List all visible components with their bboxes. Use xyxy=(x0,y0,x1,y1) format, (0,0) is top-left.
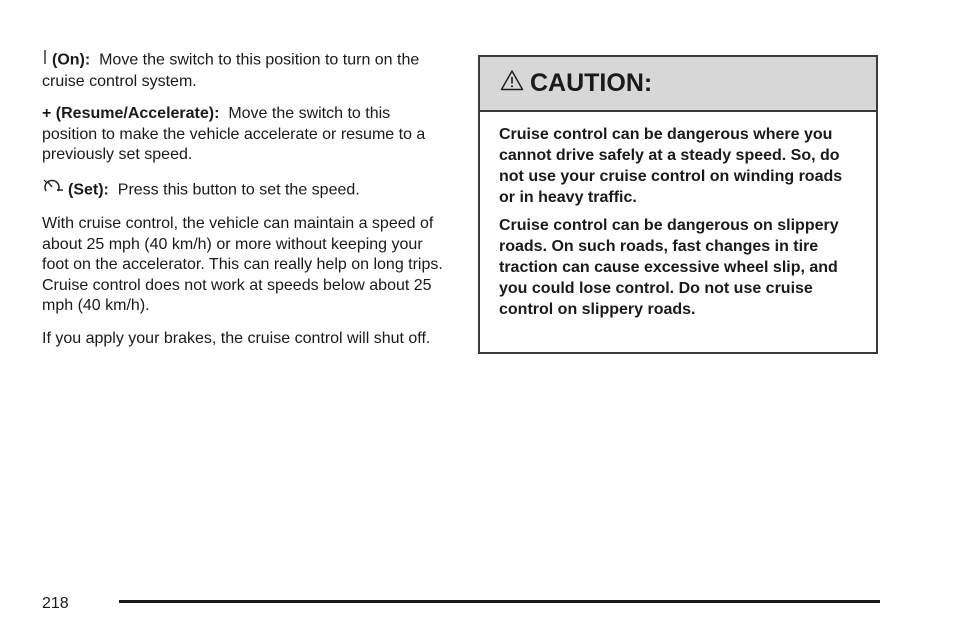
caution-paragraph-1: Cruise control can be dangerous where you cannot drive safely at a steady speed. So, do not use your cruise control on winding roads or in heavy traffic. xyxy=(499,126,843,206)
on-bar-icon xyxy=(42,49,48,72)
on-label: (On): xyxy=(52,51,91,69)
resume-text: Move the switch to this position to make the vehicle accelerate or resume to a previously set speed. xyxy=(42,105,426,163)
footer-rule xyxy=(119,600,880,603)
set-text: Press this button to set the speed. xyxy=(117,180,360,198)
on-text: Move the switch to this position to turn on the cruise control system. xyxy=(42,51,420,90)
left-column xyxy=(42,49,447,361)
warning-triangle-icon xyxy=(500,69,524,98)
cruise-set-icon xyxy=(42,178,64,203)
brakes-paragraph: If you apply your brakes, the cruise control will shut off. xyxy=(42,329,431,347)
resume-paragraph xyxy=(42,104,447,166)
cruise-info-paragraph: With cruise control, the vehicle can maintain a speed of about 25 mph (40 km/h) or more without keeping your foot on the accelerator. This can really help on long trips. Cruise control does not work at speeds below about 25 mph (40 km/h). xyxy=(42,215,443,314)
caution-body xyxy=(480,112,876,320)
caution-title: CAUTION: xyxy=(530,69,653,98)
set-paragraph xyxy=(42,178,447,203)
caution-paragraph-2: Cruise control can be dangerous on slippery roads. On such roads, fast changes in tire traction can cause excessive wheel slip, and you could lose control. Do not use cruise control on slippery roads. xyxy=(499,217,839,318)
caution-header xyxy=(480,57,876,112)
caution-box xyxy=(478,55,878,354)
on-paragraph xyxy=(42,49,447,92)
set-label: (Set): xyxy=(68,180,109,198)
resume-label: + (Resume/Accelerate): xyxy=(42,105,220,122)
page-number: 218 xyxy=(42,595,69,612)
